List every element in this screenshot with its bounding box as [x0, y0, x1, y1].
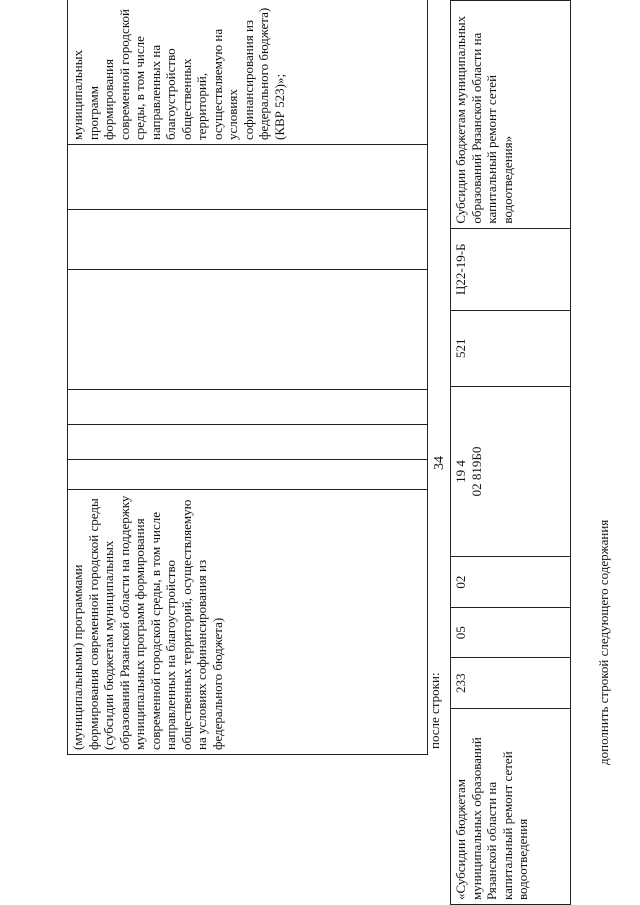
- expense-type-cell: 521: [451, 310, 571, 386]
- description-cell: [451, 1, 571, 229]
- name-cell: [68, 490, 428, 755]
- subsection-cell: 02: [451, 557, 571, 608]
- footer-note: дополнить строкой следующего содержания: [596, 519, 611, 765]
- empty-cell: [68, 425, 428, 460]
- section-cell: 05: [451, 607, 571, 658]
- target-article-cell: [451, 386, 571, 557]
- empty-cell: [68, 270, 428, 390]
- target-line-2: 02 819Б0: [468, 446, 484, 497]
- name-text: (муниципальными) программами формирования современной городской среды (субсидии бюджетам муниципальных образований Рязанской области на поддержку муниципальных программ формирования современной городской среды, в том числе направленных на благоустройство общественных территорий, осуществляемую на условиях софинансирования из федерального бюджета): [70, 495, 225, 750]
- table-row: [451, 1, 571, 905]
- table-top: [67, 0, 428, 755]
- page-number: 34: [432, 456, 447, 470]
- table-bottom: [450, 0, 571, 905]
- empty-cell: [68, 145, 428, 210]
- name-text: «Субсидии бюджетам муниципальных образований Рязанской области на капитальный ремонт сетей водоотведения: [453, 737, 530, 900]
- empty-cell: [68, 460, 428, 490]
- description-text: муниципальных программ формирования современной городской среды, в том числе направленных на благоустройство общественных территорий, осуществляемую на условиях софинансирования из федерального бюджета) (КВР 523)»;: [70, 7, 287, 140]
- empty-cell: [68, 210, 428, 270]
- name-cell: [451, 709, 571, 905]
- empty-cell: [68, 390, 428, 425]
- description-text: Субсидии бюджетам муниципальных образований Рязанской области на капитальный ремонт сетей водоотведения»: [453, 15, 515, 224]
- table-row: [68, 0, 428, 755]
- after-rows-label: после строки:: [427, 672, 442, 749]
- description-cell: [68, 0, 428, 145]
- tag-code-cell: Ц22-19-Б: [451, 228, 571, 310]
- target-line-1: 19 4: [453, 460, 468, 483]
- ministry-code-cell: 233: [451, 658, 571, 709]
